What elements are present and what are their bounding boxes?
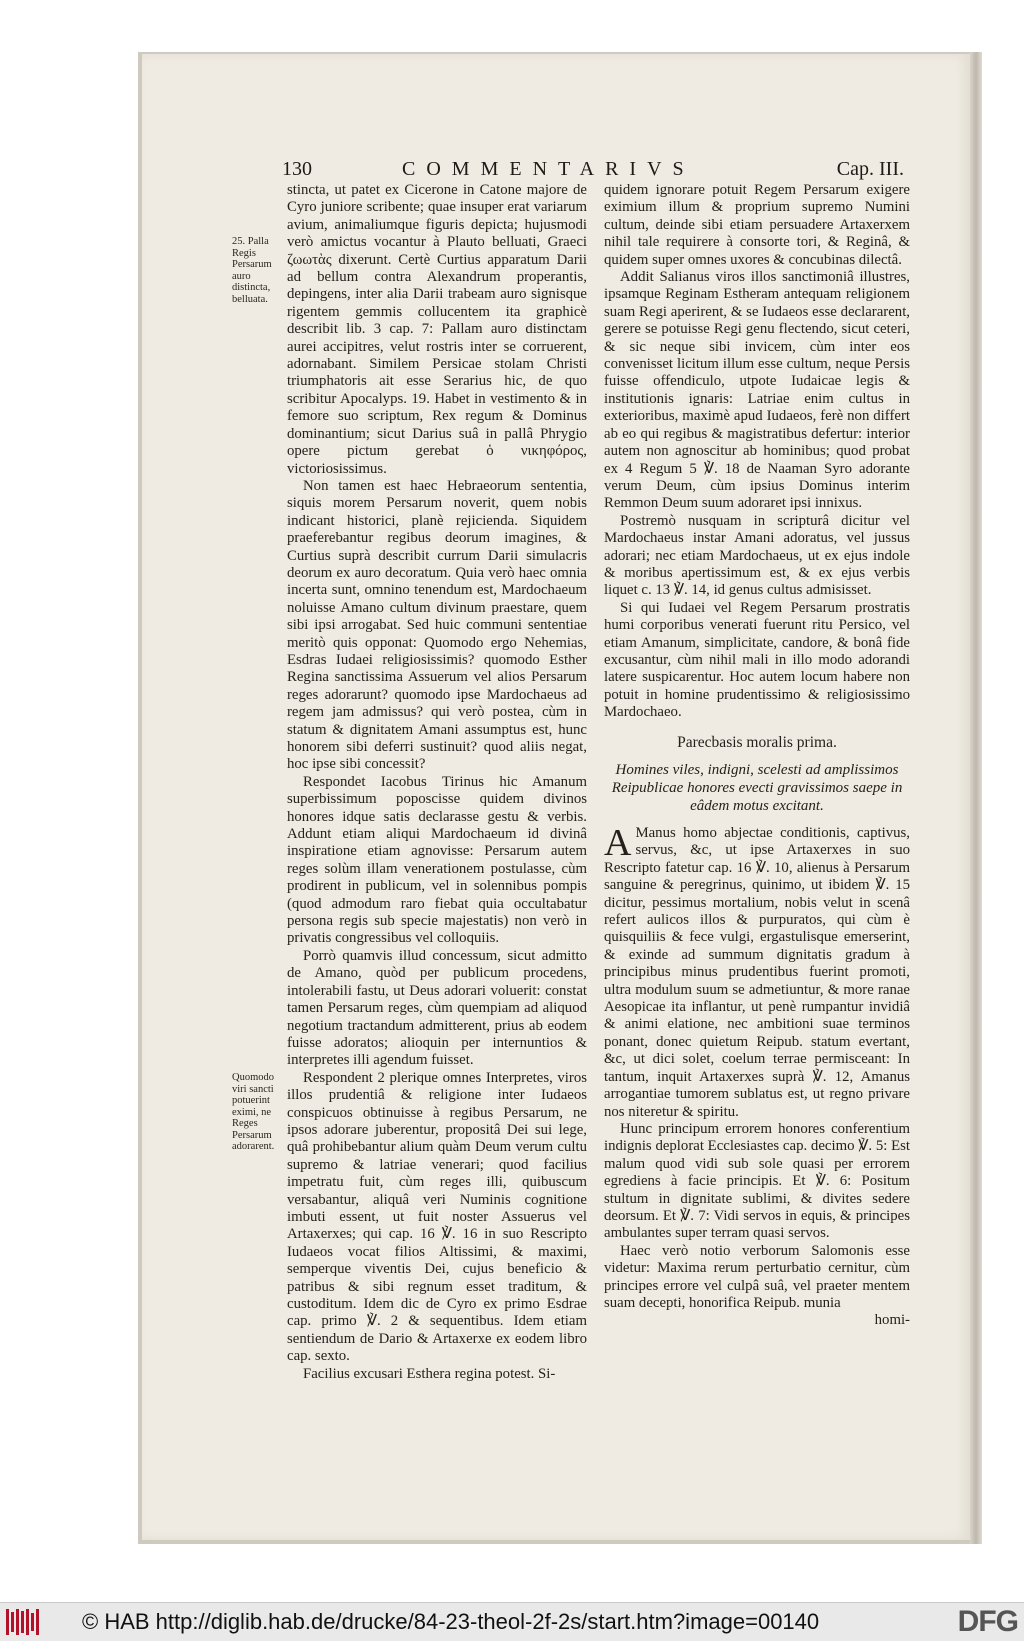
- paragraph: Porrò quamvis illud concessum, sicut admitto de Amano, quòd per publicum procedens, intolerabili fastu, ut Deus adorari voluerit: constat tamen Persarum reges, cùm quempiam ad aliquod negotium tractandum admitterent, prius ab eodem fuisse adoratos; alioquin per internuntios & interpretes illi agendum fuisset.: [287, 947, 587, 1069]
- viewer-footer: [0, 1602, 1024, 1641]
- section-subheading: Homines viles, indigni, scelesti ad amplissimos Reipublicae honores evecti gravissimos saepe in eâdem motus excitant.: [611, 762, 903, 814]
- catchword: homi-: [874, 1312, 910, 1329]
- right-column: [604, 182, 910, 1330]
- left-column: [287, 182, 587, 1383]
- margin-note-1: 25. Palla Regis Persarum auro distincta, belluata.: [232, 236, 272, 305]
- source-link[interactable]: © HAB http://diglib.hab.de/drucke/84-23-theol-2f-2s/start.htm?image=00140: [82, 1609, 820, 1634]
- paragraph: Respondent 2 plerique omnes Interpretes, viros illos prudentiâ & religione inter Iudaeos conspicuos obtinuisse à regibus Persarum, ne ipsos adorare juberentur, propositâ Dei sui lege, quâ prohibebantur alium quàm Deum verum cultu supremo & latriae venerari; quod facilius impetratu fuit, cùm reges illi, quibuscum versabantur, aliquâ veri Numinis cognitione imbuti essent, ut fuit noster Assuerus vel Artaxerxes; qui cap. 16 ℣. 16 in suo Rescripto Iudaeos vocat filios Altissimi, & maximi, semperque viventis Dei, cujus beneficio & patribus & sibi regnum esset traditum, & custoditum. Idem dic de Cyro ex primo Esdrae cap. primo ℣. 2 & sequentibus. Idem etiam sentiendum de Dario & Artaxerxe ex eodem libro cap. sexto.: [287, 1069, 587, 1365]
- paragraph: Haec verò notio verborum Salomonis esse videtur: Maxima rerum perturbatio cernitur, cùm principes errore vel culpâ suâ, vel praeter mentem suam decepti, honorifica Reipub. munia: [604, 1242, 910, 1311]
- paragraph: quidem ignorare potuit Regem Persarum exigere eximium illum & proprium supremo Numini cultum, deinde sibi etiam persuadere Artaxerxem nihil tale requirere à consorte tori, & Reginâ, & quidem super omnes uxores & concubinas dilectâ.: [604, 182, 910, 268]
- section-heading: Parecbasis moralis prima.: [677, 733, 837, 751]
- paragraph: Addit Salianus viros illos sanctimoniâ illustres, ipsamque Reginam Estheram antequam religionem suam Regi aperirent, & se Iudaeos esse declararent, gerere se potuisse Regi genu flectendo, sicut ceteri, & sic neque sibi invicem, cùm inter eos convenisset licitum illum esse cultum, neque Persis fuisse offendiculo, utpote Iudaicae legis & institutionis ignaris: Latriae enim cultus in exterioribus, maximè apud Iudaeos, ferè non differt ab eo qui regibus & magistratibus defertur: interior autem non agnoscitur ab hominibus; quod probat ex 4 Regum 5 ℣. 18 de Naaman Syro adorante verum Deum, cùm ipsius Dominus interim Remmon Deum suum adoraret ipsi innixus.: [604, 269, 910, 512]
- paragraph: [604, 822, 910, 1121]
- paragraph: Non tamen est haec Hebraeorum sententia, siquis morem Persarum noverit, quem nobis indicant historici, planè rejicienda. Siquidem praeferebantur regibus deorum imagines, & Curtius suprà describit currum Darii simulacris deorum ex auro decoratum. Quia verò haec omnia incerta sunt, omnino tenendum est, Mardochaeum noluisse Amano cultum divinum praestare, quem sibi ipsi arrogabat. Sed huic communi sententiae meritò quis opponat: Quomodo ergo Nehemias, Esdras Iudaei religiosissimis? quomodo Esther Regina sanctissima Assuerum vel alios Persarum reges adorarunt? quomodo ipse Mardochaeus ad regem jam admissus? qui verò postea, cùm in statum & dignitatem Amani assumptus est, hunc honorem sibi deferri sustinuit? quod aliis negat, hoc ipse sibi concessit?: [287, 477, 587, 773]
- dfg-logo: DFG: [957, 1605, 1018, 1638]
- paragraph: Hunc principum errorem honores conferentium indignis deplorat Ecclesiastes cap. decimo ℣. 5: Est malum quod vidi sub sole quasi per errorem egrediens à facie principis. Et ℣. 6: Positum stultum in dignitate sublimi, & divites sedere deorsum. Et ℣. 7: Vidi servos in equis, & principes ambulantes super terram quasi servos.: [604, 1120, 910, 1242]
- running-title: COMMENTARIVS: [402, 158, 695, 180]
- page-header: [282, 158, 904, 182]
- paragraph: Si qui Iudaei vel Regem Persarum prostratis humi corporibus venerati fuerunt ritu Persico, vel etiam Amanum, simplicitate, candore, & bonâ fide excusantur, cùm nihil mali in illo modo adorandi latere suspicarentur. Hoc autem locum habere non potuit in homine prudentissimo & religiosissimo Mardochaeo.: [604, 599, 910, 721]
- paragraph: Facilius excusari Esthera regina potest. Si-: [303, 1365, 556, 1382]
- margin-note-2: Quomodo viri sancti potuerint eximi, ne Reges Persarum adorarent.: [232, 1072, 275, 1152]
- drop-cap: A: [604, 822, 632, 864]
- barcode-icon: [6, 1609, 46, 1635]
- paragraph: stincta, ut patet ex Cicerone in Catone majore de Cyro juniore scribente; quae insuper erat variarum avium, animaliumque figuris depicta; hujusmodi verò amictus vocantur à Plauto belluati, Graeci ζωωτὰς dixerunt. Certè Curtius apparatum Darii ad bellum contra Alexandrum properantis, depingens, inter alia Darii trabeam auro signisque rigentem gemmis collucentem ita graphicè describit lib. 3 cap. 7: Pallam auro distinctam aurei accipitres, velut rostris inter se corruerent, adornabant. Similem Persicae stolam Christi triumphatoris ait esse Serarius hic, de quo scribitur Apocalyps. 19. Habet in vestimento & in femore suo scriptum, Rex regum & Dominus dominantium; sicut Darius suâ in pallâ Phrygio opere pictum gerebat ὁ νικηφόρος, victoriosissimus.: [287, 182, 587, 477]
- paragraph: Respondet Iacobus Tirinus hic Amanum superbissimum poposcisse quidem divinos honores idque satis declarasse gestu & verbis. Addunt etiam aliqui Mardochaeum id divinâ inspiratione etiam agnovisse: Persarum autem reges solùm illam venerationem postulasse, cùm prodirent in publicum, vel in solennibus pompis (quod admodum raro fiebat quia occultabatur persona regis sub specie majestatis) non verò in privatis congressibus vel colloquiis.: [287, 773, 587, 947]
- chapter-label: Cap. III.: [836, 158, 904, 180]
- page-edge: [970, 52, 982, 1544]
- page-number: 130: [282, 158, 312, 180]
- paragraph-text: Manus homo abjectae conditionis, captivus, servus, &c, ut ipse Artaxerxes in suo Rescripto fatetur cap. 16 ℣. 10, alienus à Persarum sanguine & peregrinus, quinimo, ut ibidem ℣. 15 dicitur, pessimus mortalium, nobis velut in scenâ refert aulicos illos & purpuratos, qui cùm è quisquiliis & fece vulgi, ergastulisque emerserint, & exinde ad summum dignitatis gradum à principibus minus prudentibus fuerint promoti, ultra modulum suum se admetiuntur, & more ranae Aesopicae ita inflantur, ut penè rumpantur invidiâ & animi elatione, nec ambitioni suae terminos ponant, donec quietum Reipub. statum evertant, &c, ut dici solet, coelum terrae permisceant: In tantum, inquit Artaxerxes suprà ℣. 12, Amanus arrogantiae tumorem sublatus est, ut regno privare nos niteretur & spiritu.: [604, 825, 910, 1120]
- paragraph: Postremò nusquam in scripturâ dicitur vel Mardochaeus instar Amani adoratus, vel jussus adorari; nec etiam Mardochaeus, ut ex ejus indole & moribus apertissimum est, & ex ejus verbis liquet c. 13 ℣. 14, id genus cultus admisisset.: [604, 512, 910, 599]
